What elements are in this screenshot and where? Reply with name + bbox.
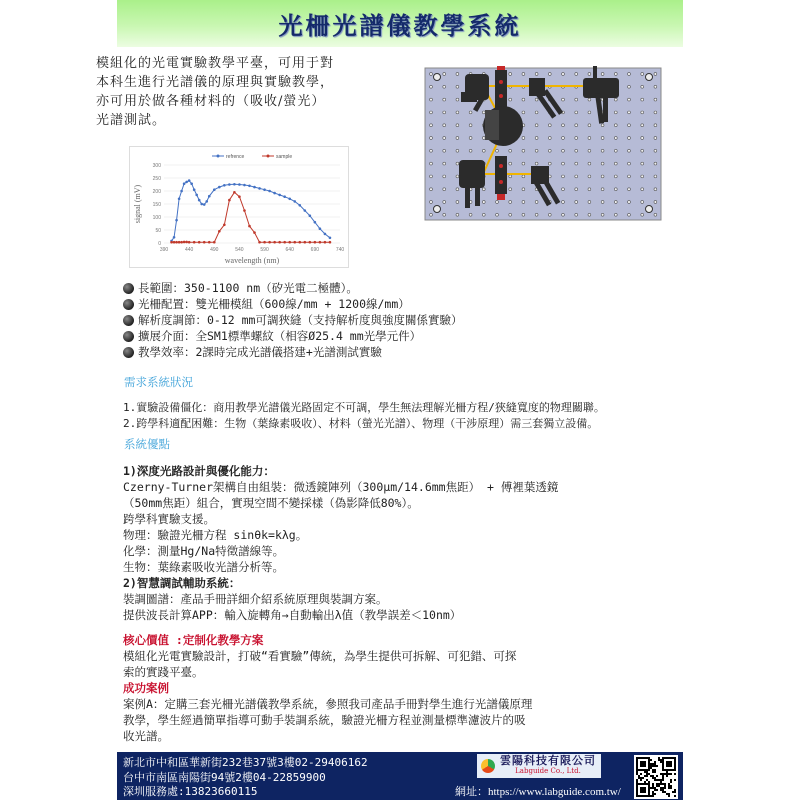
company-logo [477,754,601,778]
feature-text: 長範圍：350-1100 nm（矽光電二極體）。 [138,281,358,295]
optical-bench-image [423,66,663,222]
intro-line: 亦可用於做各種材料的（吸收/螢光） [96,94,326,109]
feature-item [123,328,643,344]
core-value-line: 模組化光電實驗設計，打破“看實驗”傳統，為學生提供可拆解、可犯錯、可探 [123,649,517,663]
bullet-icon [123,283,134,294]
bullet-icon [123,331,134,342]
feature-item [123,344,643,360]
intro-line: 模組化的光電實驗教學平臺，可用于對 [96,56,335,71]
case-line: 收光譜。 [123,729,169,743]
feature-text: 擴展介面：全SM1標準螺紋（相容Ø25.4 mm光學元件） [138,329,422,343]
advantages-heading: 系統優點 [124,437,170,451]
core-value-heading: 核心價值 :定制化教學方案 [123,633,264,647]
case-line: 案例A：定購三套光柵光譜儀教學系統，參照我司產品手冊對學生進行光譜儀原理 [123,697,533,711]
feature-item [123,280,643,296]
feature-item [123,312,643,328]
svg-text:540: 540 [235,247,244,253]
bullet-icon [123,315,134,326]
feature-text: 光柵配置：雙光柵模組（600線/mm + 1200線/mm） [138,297,410,311]
svg-text:640: 640 [285,247,294,253]
intro-paragraph [96,54,406,130]
svg-text:390: 390 [159,247,169,253]
svg-text:300: 300 [152,163,161,169]
advantages-block [123,463,683,623]
page-title: 光柵光譜儀教學系統 [278,11,522,40]
advantage-subheading: 2)智慧調試輔助系統： [123,576,241,590]
title-banner [117,0,683,47]
feature-item [123,296,643,312]
address-line: 深圳服務處:13823660115 [123,785,258,798]
address-block [123,756,368,800]
svg-text:50: 50 [155,228,161,234]
address-line: 台中市南區南陽街94號2樓04-22859900 [123,770,326,784]
feature-list [123,280,643,360]
footer [117,752,683,800]
svg-text:sample: sample [276,154,293,160]
core-value-line: 索的實踐平臺。 [123,665,204,679]
svg-text:150: 150 [152,202,161,208]
advantage-line: （50mm焦距）組合，實現空間不變採樣（偽影降低80%）。 [123,496,419,510]
advantage-line: 提供波長計算APP：輸入旋轉角→自動輸出λ值（教學誤差＜10nm） [123,608,462,622]
svg-text:690: 690 [310,247,320,253]
page [96,0,683,800]
svg-text:490: 490 [210,247,219,253]
core-value-block [123,632,683,744]
svg-text:250: 250 [152,176,161,182]
needs-heading: 需求系統狀況 [124,375,193,389]
advantage-line: 化學：測量Hg/Na特徵譜線等。 [123,544,285,558]
needs-item: 1.實驗設備僵化：商用教學光譜儀光路固定不可調，學生無法理解光柵方程/狹縫寬度的物理關聯。 [123,401,605,414]
svg-text:signal (mV): signal (mV) [133,184,142,224]
company-name-en: Labguide Co., Ltd. [515,767,581,775]
svg-text:0: 0 [158,241,161,247]
case-heading: 成功案例 [123,681,169,695]
intro-line: 光譜測試。 [96,113,167,128]
advantage-subheading: 1)深度光路設計與優化能力： [123,464,275,478]
advantage-line: 生物：葉綠素吸收光譜分析等。 [123,560,284,574]
feature-text: 解析度調節：0-12 mm可調狹縫（支持解析度與強度關係實驗） [138,313,463,327]
svg-text:590: 590 [260,247,269,253]
intro-line: 本科生進行光譜儀的原理與實驗教學， [96,75,335,90]
advantage-line: 裝調圖譜：產品手冊詳細介紹系統原理與裝調方案。 [123,592,388,606]
company-name-cn: 雲陽科技有限公司 [500,754,596,767]
qr-code-icon [634,755,678,799]
advantage-line: 跨學科實驗支援。 [123,512,215,526]
case-line: 教學，學生經過簡單指導可動手裝調系統，驗證光柵方程並測量標準濾波片的吸 [123,713,526,727]
advantage-line: Czerny-Turner架構自由組裝：微透鏡陣列（300μm/14.6mm焦距） + 傅裡葉透鏡 [123,480,559,494]
spectrum-chart [129,146,349,268]
bullet-icon [123,347,134,358]
address-line: 新北市中和區華新街232巷37號3樓02-29406162 [123,756,368,769]
feature-text: 教學效率：2課時完成光譜儀搭建+光譜測試實驗 [138,345,382,359]
bullet-icon [123,299,134,310]
needs-item: 2.跨學科適配困難：生物（葉綠素吸收）、材料（螢光光譜）、物理（干涉原理）需三套獨立設備。 [123,417,599,430]
needs-list [123,400,683,432]
svg-text:refrence: refrence [226,154,245,160]
advantage-line: 物理：驗證光柵方程 sinθk=kλg。 [123,528,308,542]
logo-mark-icon [481,759,495,773]
svg-text:740: 740 [335,247,345,253]
optical-bench-illustration [423,66,663,222]
svg-text:wavelength (nm): wavelength (nm) [224,256,280,265]
spectrum-chart-svg [130,147,348,267]
svg-text:200: 200 [152,189,161,195]
website-link[interactable]: 網址：https://www.labguide.com.tw/ [455,786,621,798]
svg-text:440: 440 [184,247,194,253]
svg-text:100: 100 [152,215,161,221]
